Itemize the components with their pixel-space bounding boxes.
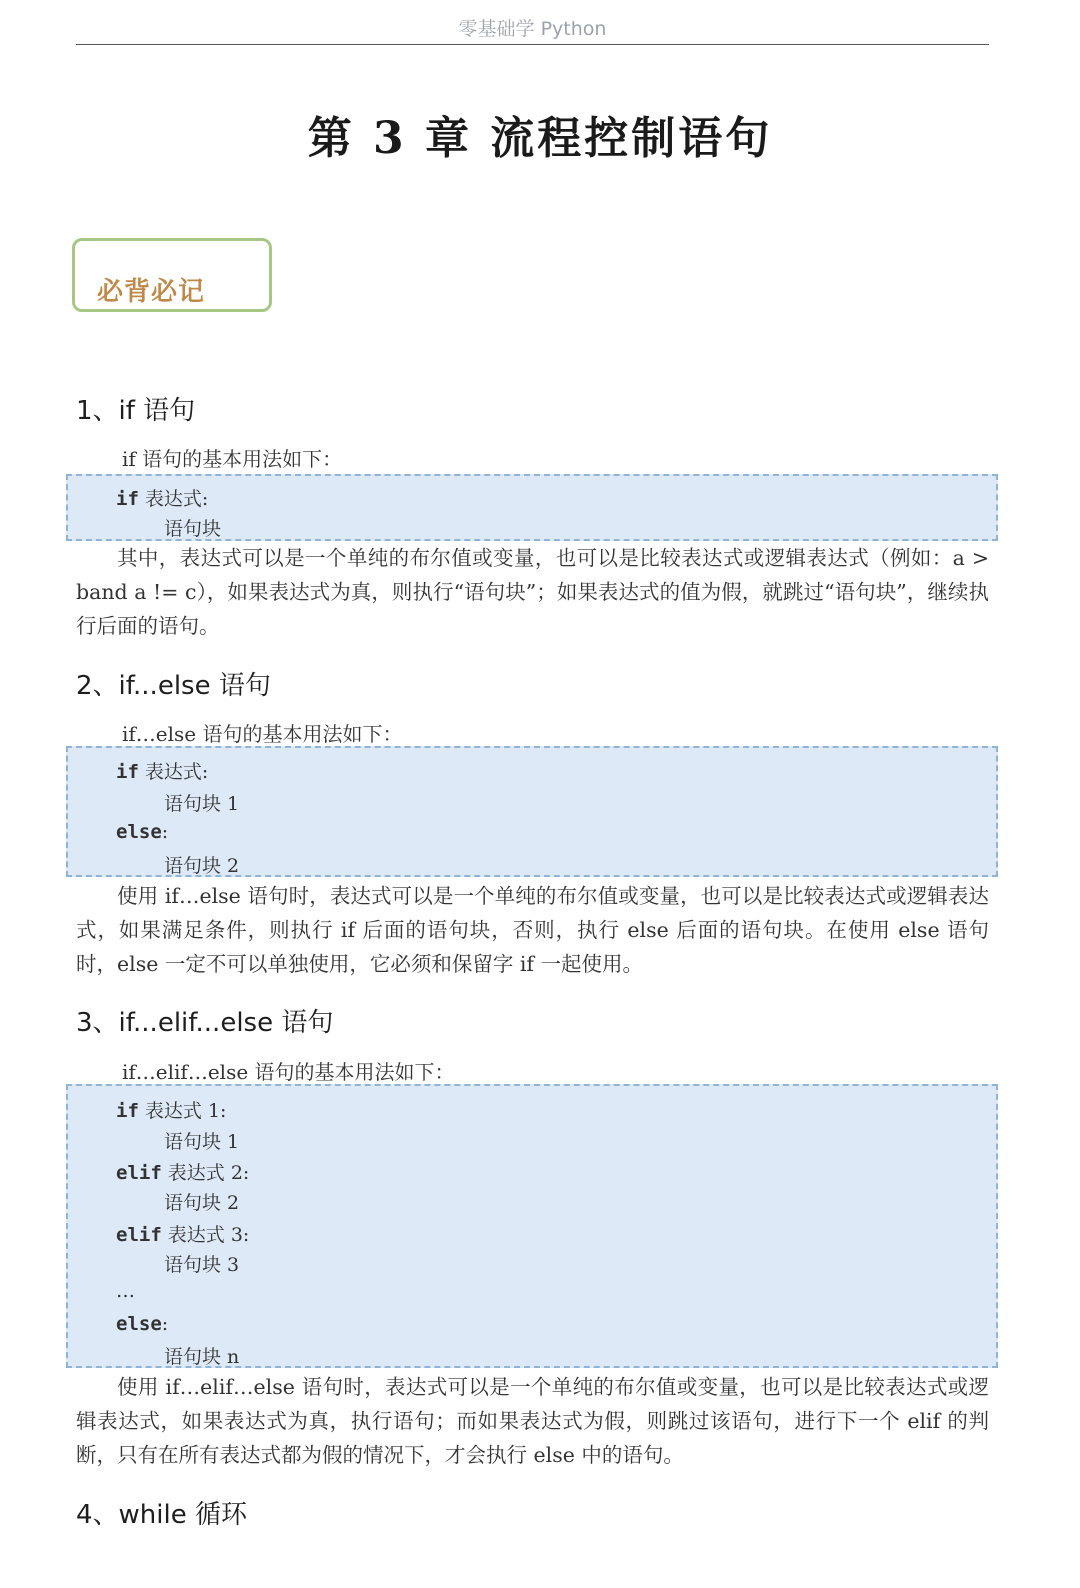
section-heading-if-elif-else: 3、if...elif...else 语句 (76, 1008, 334, 1038)
code-line: elif 表达式 2: (116, 1162, 250, 1184)
code-line: 语句块 2 (164, 855, 240, 877)
code-line: … (116, 1280, 135, 1302)
section-heading-if: 1、if 语句 (76, 396, 196, 426)
code-line: else: (116, 821, 169, 843)
code-block-if-else (66, 746, 998, 877)
code-line: 语句块 1 (164, 1131, 240, 1153)
code-line: 语句块 2 (164, 1192, 240, 1214)
code-line: elif 表达式 3: (116, 1224, 250, 1246)
code-line: 语句块 (164, 518, 222, 540)
running-header: 零基础学 Python (76, 14, 989, 45)
code-line: 语句块 3 (164, 1254, 240, 1276)
section-paragraph-if: 其中，表达式可以是一个单纯的布尔值或变量，也可以是比较表达式或逻辑表达式（例如：a > band a != c），如果表达式为真，则执行“语句块”；如果表达式的值为假，就跳过“语句块”，继续执行后面的语句。 (76, 546, 989, 638)
chapter-title: 第 3 章 流程控制语句 (307, 113, 773, 164)
section-paragraph-if-else: 使用 if…else 语句时，表达式可以是一个单纯的布尔值或变量，也可以是比较表达式或逻辑表达式，如果满足条件，则执行 if 后面的语句块，否则，执行 else 后面的语句块。在使用 else 语句时，else 一定不可以单独使用，它必须和保留字 if 一起使用。 (76, 884, 989, 976)
code-line: else: (116, 1313, 169, 1335)
code-line: if 表达式 1: (116, 1100, 227, 1122)
code-line: if 表达式: (116, 488, 209, 510)
section-intro-if-else: if…else 语句的基本用法如下： (122, 722, 403, 746)
section-heading-while: 4、while 循环 (76, 1500, 247, 1530)
section-paragraph-if-elif-else: 使用 if…elif…else 语句时，表达式可以是一个单纯的布尔值或变量，也可以是比较表达式或逻辑表达式，如果表达式为真，执行语句；而如果表达式为假，则跳过该语句，进行下一个 elif 的判断，只有在所有表达式都为假的情况下，才会执行 else 中的语句。 (76, 1375, 989, 1467)
code-line: 语句块 1 (164, 793, 240, 815)
memo-label: 必背必记 (97, 277, 206, 307)
section-heading-if-else: 2、if...else 语句 (76, 671, 271, 701)
code-block-if-elif-else (66, 1084, 998, 1368)
code-line: if 表达式: (116, 761, 209, 783)
section-intro-if-elif-else: if…elif…else 语句的基本用法如下： (122, 1060, 455, 1084)
code-block-if (66, 474, 998, 541)
memo-box (72, 238, 272, 312)
code-line: 语句块 n (164, 1346, 240, 1368)
section-intro-if: if 语句的基本用法如下： (122, 447, 343, 471)
